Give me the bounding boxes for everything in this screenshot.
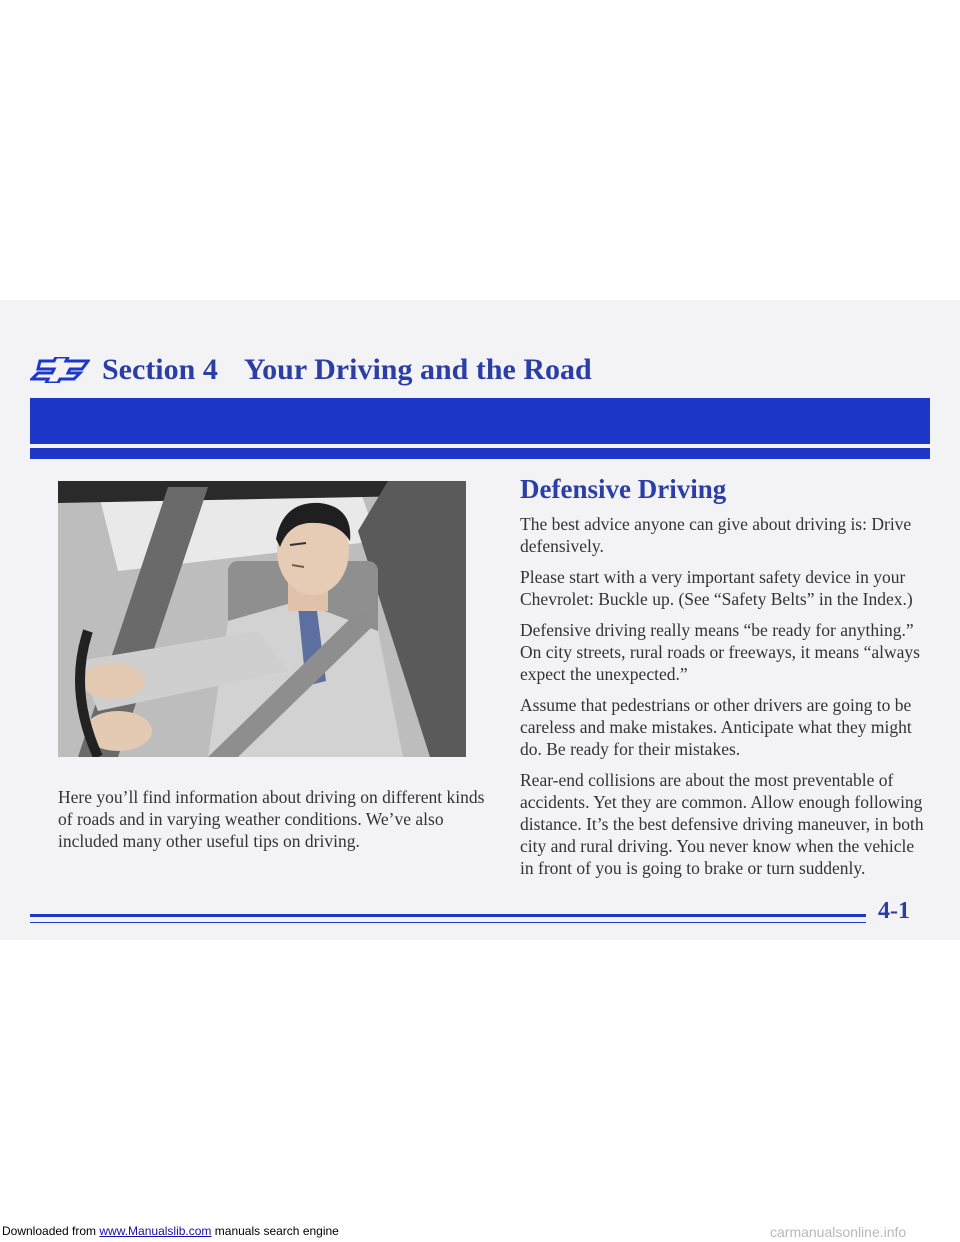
intro-caption: Here you’ll find information about driving on different kinds of roads and in varying weather conditions. We’ve also included many other useful tips on driving.: [58, 787, 485, 851]
driver-illustration: [58, 481, 466, 757]
manualslib-link[interactable]: www.Manualslib.com: [99, 1224, 212, 1238]
paragraph: Please start with a very important safety device in your Chevrolet: Buckle up. (See “Safety Belts” in the Index.): [520, 567, 913, 609]
section-title: [102, 353, 592, 387]
download-note: [2, 1224, 339, 1238]
header-bar: [30, 398, 930, 444]
footer-rule: [30, 914, 866, 917]
manual-page: [0, 300, 960, 940]
driver-illustration-drawing: [58, 481, 466, 757]
download-note-suffix: manuals search engine: [211, 1224, 339, 1238]
paragraph: The best advice anyone can give about driving is: Drive defensively.: [520, 514, 912, 556]
section-header: [30, 350, 592, 390]
header-bar-thin: [30, 448, 930, 459]
section-name: Your Driving and the Road: [243, 353, 592, 386]
watermark: carmanualsonline.info: [770, 1224, 907, 1240]
download-note-prefix: Downloaded from: [2, 1224, 100, 1238]
chevrolet-bowtie-logo: [30, 357, 90, 383]
defensive-driving-section: [520, 473, 930, 888]
paragraph: Defensive driving really means “be ready for anything.” On city streets, rural roads or freeways, it means “always expect the unexpected.”: [520, 620, 920, 684]
paragraph: Rear-end collisions are about the most preventable of accidents. Yet they are common. Allow enough following distance. It’s the best defensive driving maneuver, in both city and rural driving. You never know when the vehicle in front of you is going to brake or turn suddenly.: [520, 770, 924, 878]
paragraph: Assume that pedestrians or other drivers are going to be careless and make mistakes. Anticipate what they might do. Be ready for their mistakes.: [520, 695, 912, 759]
section-number: Section 4: [102, 353, 218, 386]
footer-rule-thin: [30, 922, 866, 923]
defensive-driving-heading: Defensive Driving: [520, 474, 727, 504]
page-number: 4-1: [878, 898, 910, 924]
